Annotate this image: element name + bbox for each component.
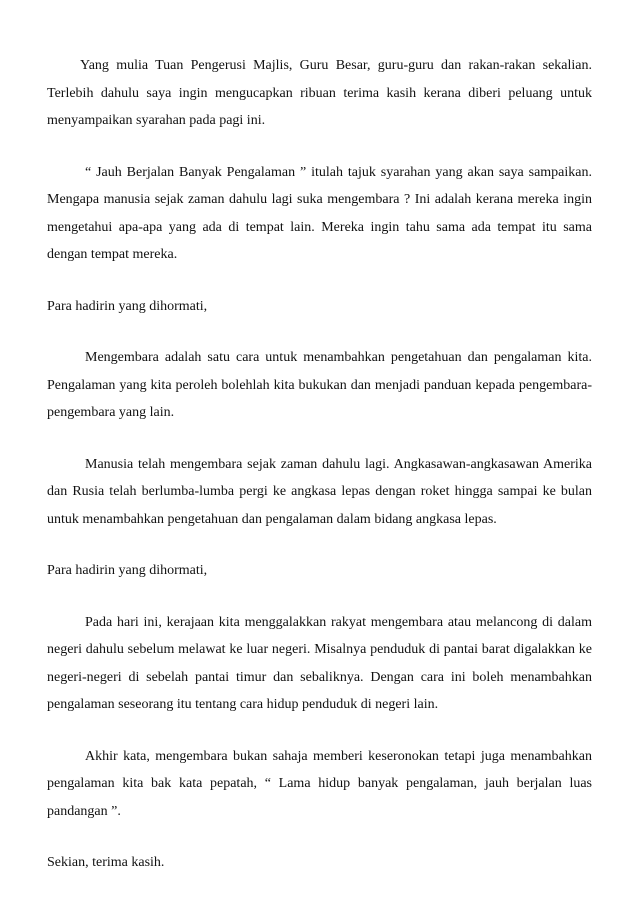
- title-paragraph: “ Jauh Berjalan Banyak Pengalaman ” itulah tajuk syarahan yang akan saya sampaikan. Mengapa manusia sejak zaman dahulu lagi suka mengembara ? Ini adalah kerana mereka ingin mengetahui apa-apa yang ada di tempat lain. Mereka ingin tahu sama ada tempat itu sama dengan tempat mereka.: [47, 164, 592, 262]
- closing-paragraph: Akhir kata, mengembara bukan sahaja memberi keseronokan tetapi juga menambahkan pengalaman kita bak kata pepatah, “ Lama hidup banyak pengalaman, jauh berjalan luas pandangan ”.: [47, 748, 592, 819]
- sign-off: Sekian, terima kasih.: [47, 855, 165, 870]
- salutation-1: Para hadirin yang dihormati,: [47, 298, 208, 314]
- opening-paragraph: Yang mulia Tuan Pengerusi Majlis, Guru Besar, guru-guru dan rakan-rakan sekalian. Terlebih dahulu saya ingin mengucapkan ribuan terima kasih kerana diberi peluang untuk menyampaikan syarahan pada pagi ini.: [47, 58, 592, 128]
- body-paragraph-3: Pada hari ini, kerajaan kita menggalakkan rakyat mengembara atau melancong di dalam negeri dahulu sebelum melawat ke luar negeri. Misalnya penduduk di pantai barat digalakkan ke negeri-negeri di sebelah pantai timur dan sebaliknya. Dengan cara ini boleh menambahkan pengalaman seseorang itu tentang cara hidup penduduk di negeri lain.: [47, 614, 592, 712]
- body-paragraph-2: Manusia telah mengembara sejak zaman dahulu lagi. Angkasawan-angkasawan Amerika dan Rusia telah berlumba-lumba pergi ke angkasa lepas dengan roket hingga sampai ke bulan untuk menambahkan pengetahuan dan pengalaman dalam bidang angkasa lepas.: [47, 456, 592, 527]
- speech-document: [47, 52, 592, 901]
- body-paragraph-1: Mengembara adalah satu cara untuk menambahkan pengetahuan dan pengalaman kita. Pengalaman yang kita peroleh bolehlah kita bukukan dan menjadi panduan kepada pengembara-pengembara yang lain.: [47, 350, 592, 420]
- salutation-2: Para hadirin yang dihormati,: [47, 563, 208, 578]
